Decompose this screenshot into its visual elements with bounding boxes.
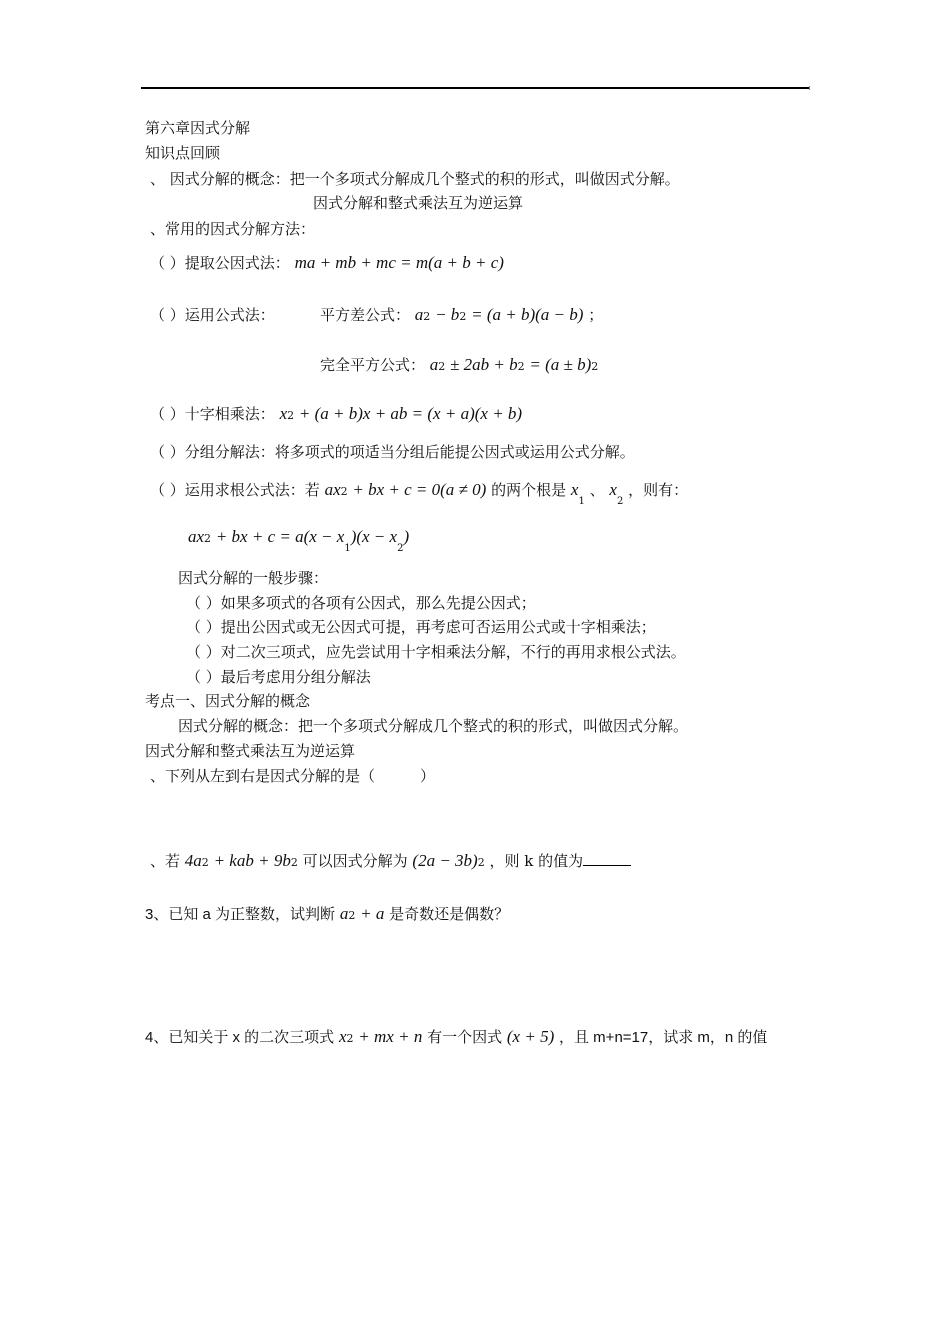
kaodian-1-def: 因式分解的概念：把一个多项式分解成几个整式的积的形式，叫做因式分解。 bbox=[178, 717, 689, 735]
review-title: 知识点回顾 bbox=[145, 144, 221, 162]
sup-2: 2 bbox=[290, 856, 298, 869]
q4-term-a: x bbox=[338, 1027, 347, 1046]
q3-term-a: a bbox=[339, 904, 349, 923]
steps-title: 因式分解的一般步骤： bbox=[178, 569, 329, 587]
diff-squares-a: a bbox=[414, 305, 424, 324]
perfect-square-label: 完全平方公式： bbox=[320, 356, 426, 374]
q2-prefix: 、若 bbox=[150, 852, 181, 870]
sup-2: 2 bbox=[340, 485, 348, 498]
diff-squares-c: = (a + b)(a − b) bbox=[471, 305, 584, 324]
method-3 bbox=[150, 404, 522, 426]
cross-x: x bbox=[279, 404, 288, 423]
q2-end: ，则 k 的值为 bbox=[489, 852, 584, 870]
perfect-square-b: ± 2ab + b bbox=[450, 355, 518, 374]
sup-2: 2 bbox=[517, 360, 525, 373]
method-2 bbox=[150, 305, 275, 325]
q2-mid: 可以因式分解为 bbox=[302, 852, 408, 870]
step-1: （ ）如果多项式的各项有公因式，那么先提公因式； bbox=[186, 594, 536, 612]
question-4 bbox=[145, 1027, 767, 1049]
root-x2: x bbox=[609, 480, 617, 499]
factor-part-1: + bx + c = a(x − x bbox=[215, 527, 345, 546]
concept-line bbox=[150, 169, 680, 189]
sup-2: 2 bbox=[423, 310, 431, 323]
answer-blank[interactable] bbox=[583, 851, 631, 866]
diff-squares-end: ； bbox=[588, 306, 604, 324]
methods-heading: 、常用的因式分解方法： bbox=[150, 220, 316, 238]
sup-2: 2 bbox=[346, 1032, 354, 1045]
q2-term-a: 4a bbox=[184, 851, 202, 870]
sub-2: 2 bbox=[616, 496, 624, 507]
sup-2: 2 bbox=[477, 856, 485, 869]
cross-formula: + (a + b)x + ab = (x + a)(x + b) bbox=[298, 404, 523, 423]
q4-mid: 有一个因式 bbox=[427, 1028, 503, 1046]
header-rule bbox=[141, 87, 809, 89]
q3-prefix: 3、已知 a 为正整数，试判断 bbox=[145, 906, 336, 923]
root-x1: x bbox=[570, 480, 579, 499]
step-4: （ ）最后考虑用分组分解法 bbox=[186, 668, 371, 686]
sub-2: 2 bbox=[397, 543, 404, 554]
q4-term-b: + mx + n bbox=[358, 1027, 423, 1046]
method-2-diff-squares bbox=[320, 305, 603, 327]
root-equation: + bx + c = 0(a ≠ 0) bbox=[352, 480, 487, 499]
concept-note: 因式分解和整式乘法互为逆运算 bbox=[313, 194, 524, 212]
root-factor-formula bbox=[188, 527, 410, 554]
method-2-label: （ ）运用公式法： bbox=[150, 306, 275, 324]
method-1 bbox=[150, 253, 504, 273]
method-2-perfect-square bbox=[320, 355, 598, 377]
header-rule-tick bbox=[809, 86, 810, 90]
sup-2: 2 bbox=[201, 856, 209, 869]
sup-2: 2 bbox=[591, 360, 599, 373]
question-2 bbox=[150, 851, 631, 873]
root-end: ，则有： bbox=[628, 481, 689, 499]
q2-term-b: + kab + 9b bbox=[213, 851, 291, 870]
method-5 bbox=[150, 480, 689, 507]
sup-2: 2 bbox=[287, 409, 295, 422]
q4-end: ，且 m+n=17，试求 m，n 的值 bbox=[559, 1029, 768, 1046]
question-1: 、下列从左到右是因式分解的是（ ） bbox=[150, 767, 436, 785]
concept-text: 把一个多项式分解成几个整式的积的形式，叫做因式分解。 bbox=[289, 170, 680, 188]
q3-end: 是奇数还是偶数？ bbox=[389, 905, 510, 923]
perfect-square-c: = (a ± b) bbox=[529, 355, 592, 374]
kaodian-1-title: 考点一、因式分解的概念 bbox=[145, 692, 311, 710]
q3-term-b: + a bbox=[360, 904, 385, 923]
perfect-square-a: a bbox=[429, 355, 439, 374]
kaodian-1-note: 因式分解和整式乘法互为逆运算 bbox=[145, 742, 356, 760]
q4-factor: (x + 5) bbox=[506, 1027, 555, 1046]
factor-ax: ax bbox=[188, 527, 205, 546]
diff-squares-label: 平方差公式： bbox=[320, 306, 411, 324]
root-text: 的两个根是 bbox=[491, 481, 567, 499]
step-3: （ ）对二次三项式，应先尝试用十字相乘法分解，不行的再用求根公式法。 bbox=[186, 643, 686, 661]
step-2: （ ）提出公因式或无公因式可提，再考虑可否运用公式或十字相乘法； bbox=[186, 618, 656, 636]
sup-2: 2 bbox=[438, 360, 446, 373]
method-3-label: （ ）十字相乘法： bbox=[150, 405, 275, 423]
diff-squares-b: − b bbox=[435, 305, 460, 324]
factor-part-3: ) bbox=[403, 527, 410, 546]
method-4: （ ）分组分解法：将多项式的项适当分组后能提公因式或运用公式分解。 bbox=[150, 443, 635, 461]
factor-part-2: )(x − x bbox=[350, 527, 398, 546]
question-3 bbox=[145, 904, 509, 926]
sup-2: 2 bbox=[459, 310, 467, 323]
concept-prefix: 、 因式分解的概念： bbox=[150, 170, 290, 188]
q4-prefix: 4、已知关于 x 的二次三项式 bbox=[145, 1029, 335, 1046]
method-1-formula: ma + mb + mc = m(a + b + c) bbox=[294, 253, 504, 272]
root-ax: ax bbox=[324, 480, 341, 499]
sub-1: 1 bbox=[344, 543, 351, 554]
chapter-title: 第六章因式分解 bbox=[145, 119, 251, 137]
sup-2: 2 bbox=[204, 532, 212, 545]
root-sep: 、 bbox=[589, 481, 605, 499]
sub-1: 1 bbox=[578, 496, 585, 507]
method-5-label: （ ）运用求根公式法：若 bbox=[150, 481, 320, 499]
method-1-label: （ ）提取公因式法： bbox=[150, 254, 290, 272]
q2-factored: (2a − 3b) bbox=[412, 851, 478, 870]
sup-2: 2 bbox=[348, 909, 356, 922]
